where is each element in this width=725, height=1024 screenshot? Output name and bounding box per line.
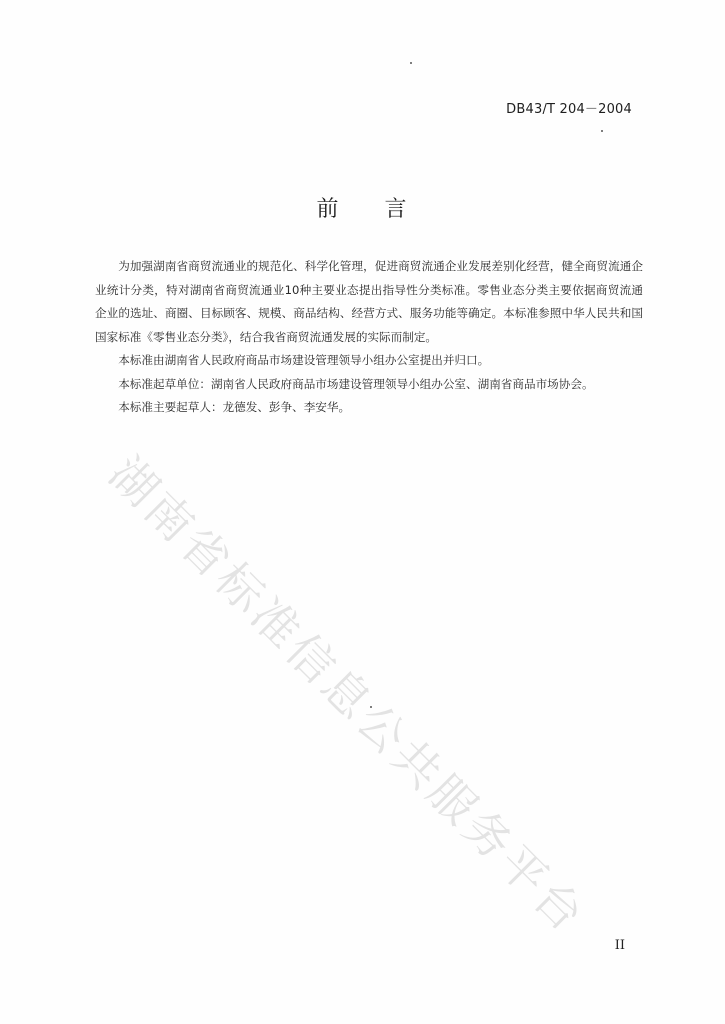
page-number: II — [614, 938, 625, 953]
paragraph-intro: 为加强湖南省商贸流通业的规范化、科学化管理，促进商贸流通企业发展差别化经营，健全商贸流通企业统计分类，特对湖南省商贸流通业10种主要业态提出指导性分类标准。零售业态分类主要依据商贸流通企业的选址、商圈、目标顾客、规模、商品结构、经营方式、服务功能等确定。本标准参照中华人民共和国国家标准《零售业态分类》，结合我省商贸流通发展的实际而制定。 — [95, 259, 643, 344]
paragraph-proposer: 本标准由湖南省人民政府商品市场建设管理领导小组办公室提出并归口。 — [118, 353, 490, 367]
title-char-1: 前 — [316, 197, 341, 222]
scan-speck — [601, 130, 603, 132]
scan-speck — [370, 706, 372, 708]
title-char-2: 言 — [384, 197, 409, 222]
body-text — [95, 255, 643, 420]
paragraph-drafters: 本标准主要起草人：龙德发、彭争、李安华。 — [118, 400, 351, 414]
watermark: 湖南省标准信息公共服务平台 — [98, 446, 597, 944]
scan-speck — [410, 62, 412, 64]
page-title — [0, 192, 725, 223]
paragraph-drafting-unit: 本标准起草单位：湖南省人民政府商品市场建设管理领导小组办公室、湖南省商品市场协会。 — [118, 376, 594, 391]
document-code: DB43/T 204－2004 — [506, 102, 632, 117]
